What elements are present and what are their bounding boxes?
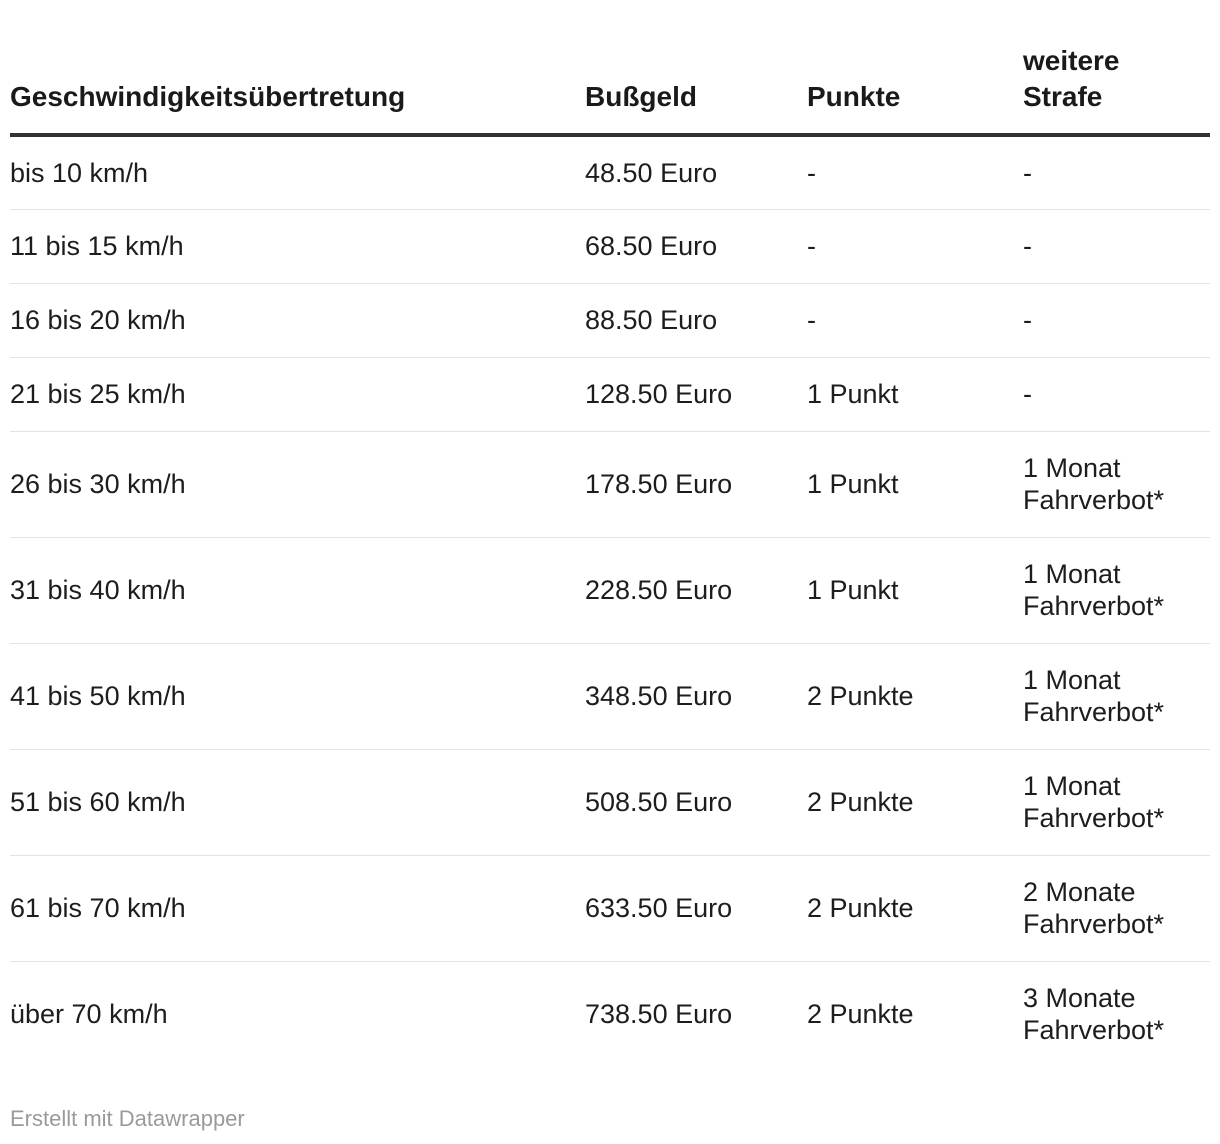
fines-table-container xyxy=(10,0,1210,1067)
cell-fine: 88.50 Euro xyxy=(585,283,807,357)
table-row xyxy=(10,135,1210,209)
cell-points: 2 Punkte xyxy=(807,999,914,1030)
cell-points: 1 Punkt xyxy=(807,431,1023,537)
cell-penalty-text: - xyxy=(1023,305,1032,335)
cell-points: 2 Punkte xyxy=(807,855,1023,961)
cell-speeding: 31 bis 40 km/h xyxy=(10,537,585,643)
datawrapper-credit[interactable]: Erstellt mit Datawrapper xyxy=(10,1106,245,1131)
table-body xyxy=(10,135,1210,1067)
cell-penalty-text: 1 Monat Fahrverbot* xyxy=(1023,771,1165,833)
cell-penalty-text: - xyxy=(1023,231,1032,261)
cell-fine: 178.50 Euro xyxy=(585,431,807,537)
cell-points: - xyxy=(807,209,1023,283)
cell-fine: 228.50 Euro xyxy=(585,537,807,643)
table-row xyxy=(10,961,1210,1067)
column-header-points[interactable]: Punkte xyxy=(807,0,1023,135)
cell-penalty-text: 2 Monate Fahrverbot* xyxy=(1023,877,1165,939)
cell-speeding: bis 10 km/h xyxy=(10,135,585,209)
table-row xyxy=(10,209,1210,283)
cell-penalty xyxy=(1023,643,1210,749)
cell-penalty-text: 1 Monat Fahrverbot* xyxy=(1023,665,1165,727)
cell-penalty-text: 1 Monat Fahrverbot* xyxy=(1023,559,1165,621)
cell-fine: 633.50 Euro xyxy=(585,855,807,961)
cell-points: 1 Punkt xyxy=(807,537,1023,643)
cell-speeding: 41 bis 50 km/h xyxy=(10,643,585,749)
table-row xyxy=(10,643,1210,749)
speeding-fines-table xyxy=(10,0,1210,1067)
table-header xyxy=(10,0,1210,135)
cell-penalty-text: - xyxy=(1023,379,1032,409)
cell-fine: 128.50 Euro xyxy=(585,357,807,431)
cell-speeding: 21 bis 25 km/h xyxy=(10,357,585,431)
cell-points: 2 Punkte xyxy=(807,643,1023,749)
header-row xyxy=(10,0,1210,135)
cell-penalty xyxy=(1023,357,1210,431)
cell-fine: 738.50 Euro xyxy=(585,999,733,1030)
cell-penalty xyxy=(1023,283,1210,357)
table-row xyxy=(10,855,1210,961)
cell-speeding: 11 bis 15 km/h xyxy=(10,209,585,283)
cell-points: 1 Punkt xyxy=(807,357,1023,431)
table-row xyxy=(10,537,1210,643)
table-row xyxy=(10,431,1210,537)
cell-penalty-text: 1 Monat Fahrverbot* xyxy=(1023,453,1165,515)
cell-speeding: 26 bis 30 km/h xyxy=(10,431,585,537)
table-row xyxy=(10,357,1210,431)
cell-penalty xyxy=(1023,855,1210,961)
cell-fine: 68.50 Euro xyxy=(585,209,807,283)
table-row xyxy=(10,749,1210,855)
column-header-speeding[interactable]: Geschwindigkeitsübertretung xyxy=(10,0,585,135)
cell-fine: 508.50 Euro xyxy=(585,749,807,855)
cell-speeding: 61 bis 70 km/h xyxy=(10,855,585,961)
cell-penalty-text: 3 Monate Fahrverbot* xyxy=(1023,983,1165,1046)
cell-points: 2 Punkte xyxy=(807,749,1023,855)
table-row xyxy=(10,283,1210,357)
column-header-penalty-label: weitere Strafe xyxy=(1023,45,1120,112)
cell-speeding: 16 bis 20 km/h xyxy=(10,283,585,357)
cell-penalty xyxy=(1023,209,1210,283)
cell-penalty xyxy=(1023,431,1210,537)
cell-points: - xyxy=(807,135,1023,209)
cell-speeding: 51 bis 60 km/h xyxy=(10,749,585,855)
column-header-penalty[interactable] xyxy=(1023,0,1210,135)
cell-penalty xyxy=(1023,135,1210,209)
cell-penalty xyxy=(1023,749,1210,855)
cell-points: - xyxy=(807,283,1023,357)
cell-penalty-text: - xyxy=(1023,157,1032,188)
cell-speeding: über 70 km/h xyxy=(10,999,168,1030)
cell-fine: 348.50 Euro xyxy=(585,643,807,749)
cell-penalty xyxy=(1023,961,1210,1067)
column-header-fine[interactable]: Bußgeld xyxy=(585,0,807,135)
cell-penalty xyxy=(1023,537,1210,643)
cell-fine: 48.50 Euro xyxy=(585,135,807,209)
